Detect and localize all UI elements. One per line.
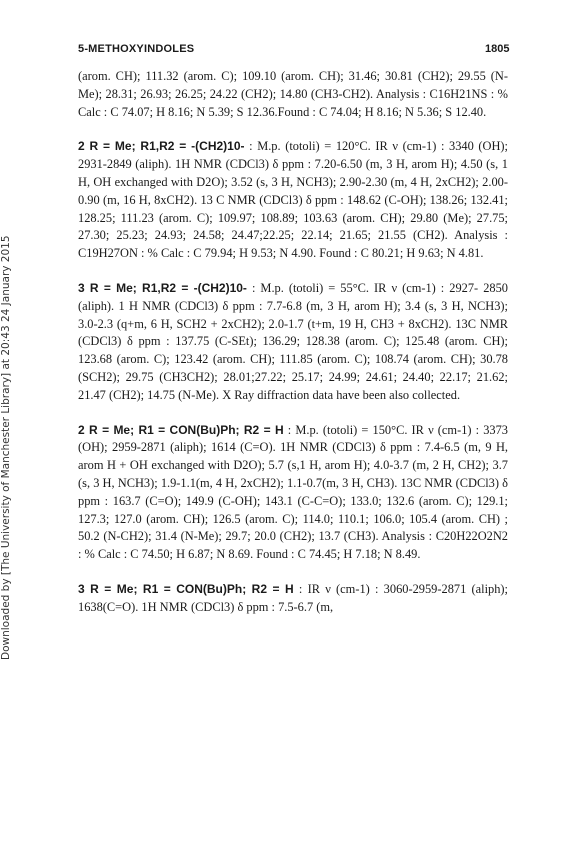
page-number: 1805 <box>485 43 510 55</box>
compound-entry <box>78 138 508 263</box>
compound-entry <box>78 581 508 617</box>
compound-heading: 2 R = Me; R1,R2 = -(CH2)10- <box>78 139 245 154</box>
running-header-title: 5-METHOXYINDOLES <box>78 43 195 55</box>
paragraph-continuation <box>78 68 508 121</box>
paragraph-text: : M.p. (totoli) = 150°C. IR ν (cm-1) : 3373 (OH); 2959-2871 (aliph); 1614 (C=O). 1H NMR (CDCl3) δ ppm : 7.4-6.5 (m, 9 H, arom H + OH exchanged with D2O); 5.7 (s,1 H, arom H); 4.0-3.7 (m, 2 H, CH2); 3.7 (s, 3 H, NCH3); 1.9-1.1(m, 4 H, 2xCH2); 1.1-0.7(m, 3 H, CH3). 13C NMR (CDCl3) δ ppm : 163.7 (C=O); 149.9 (C-OH); 143.1 (C-C=O); 133.0; 132.6 (arom. C); 129.1; 127.3; 127.0 (arom. CH); 126.5 (arom. C); 114.0; 110.1; 106.0; 105.4 (arom. CH) ; 50.2 (N-CH2); 31.4 (N-Me); 29.7; 20.0 (CH2); 13.7 (CH3). Analysis : C20H22O2N2 : % Calc : C 74.50; H 6.87; N 8.69. Found : C 74.45; H 7.18; N 8.49. <box>78 422 508 562</box>
paragraph-text: (arom. CH); 111.32 (arom. C); 109.10 (arom. CH); 31.46; 30.81 (CH2); 29.55 (N-Me); 28.31; 26.93; 26.25; 24.22 (CH2); 14.80 (CH3-CH2). Analysis : C16H21NS : % Calc : C 74.07; H 8.16; N 5.39; S 12.36.Found : C 74.04; H 8.16; N 5.36; S 12.40. <box>78 69 508 119</box>
download-watermark: Downloaded by [The University of Manchester Library] at 20:43 24 January 2015 <box>0 235 12 660</box>
article-body <box>78 68 508 634</box>
compound-entry <box>78 280 508 405</box>
compound-heading: 2 R = Me; R1 = CON(Bu)Ph; R2 = H <box>78 422 284 437</box>
compound-heading: 3 R = Me; R1,R2 = -(CH2)10- <box>78 280 247 295</box>
paragraph-text: : IR ν (cm-1) : 3060-2959-2871 (aliph); 1638(C=O). 1H NMR (CDCl3) δ ppm : 7.5-6.7 (m, <box>78 581 508 614</box>
paragraph-text: : M.p. (totoli) = 55°C. IR ν (cm-1) : 2927- 2850 (aliph). 1 H NMR (CDCl3) δ ppm : 7.7-6.8 (m, 3 H, arom H); 3.4 (s, 3 H, NCH3); 3.0-2.3 (q+m, 6 H, SCH2 + 2xCH2); 2.0-1.7 (t+m, 19 H, CH3 + 8xCH2). 13C NMR (CDCl3) δ ppm : 137.75 (C-SEt); 136.29; 128.38 (arom. C); 125.48 (arom. CH); 123.68 (arom. C); 123.42 (arom. CH); 111.85 (arom. C); 108.74 (arom. CH); 30.78 (SCH2); 29.75 (CH3CH2); 28.01;27.22; 25.17; 24.99; 24.61; 24.40; 22.17; 21.62; 21.47 (CH2); 14.75 (N-Me). X Ray diffraction data have been also collected. <box>78 280 508 402</box>
compound-entry <box>78 422 508 564</box>
paragraph-text: : M.p. (totoli) = 120°C. IR ν (cm-1) : 3340 (OH); 2931-2849 (aliph). 1H NMR (CDCl3) δ ppm : 7.20-6.50 (m, 3 H, arom H); 4.50 (s, 1 H, OH exchanged with D2O); 3.52 (s, 3 H, NCH3); 2.90-2.30 (m, 4 H, 2xCH2); 2.00-0.90 (m, 16 H, 8xCH2). 13 C NMR (CDCl3) δ ppm : 148.62 (C-OH); 138.26; 132.41; 128.25; 111.23 (arom. C); 109.97; 108.89; 103.63 (arom. CH); 29.80 (Me); 27.75; 27.30; 25.23; 24.93; 24.58; 24.47;22.25; 22.14; 21.65; 21.55 (CH2). Analysis : C19H27ON : % Calc : C 79.94; H 9.53; N 4.90. Found : C 80.21; H 9.63; N 4.81. <box>78 139 508 261</box>
compound-heading: 3 R = Me; R1 = CON(Bu)Ph; R2 = H <box>78 581 294 596</box>
